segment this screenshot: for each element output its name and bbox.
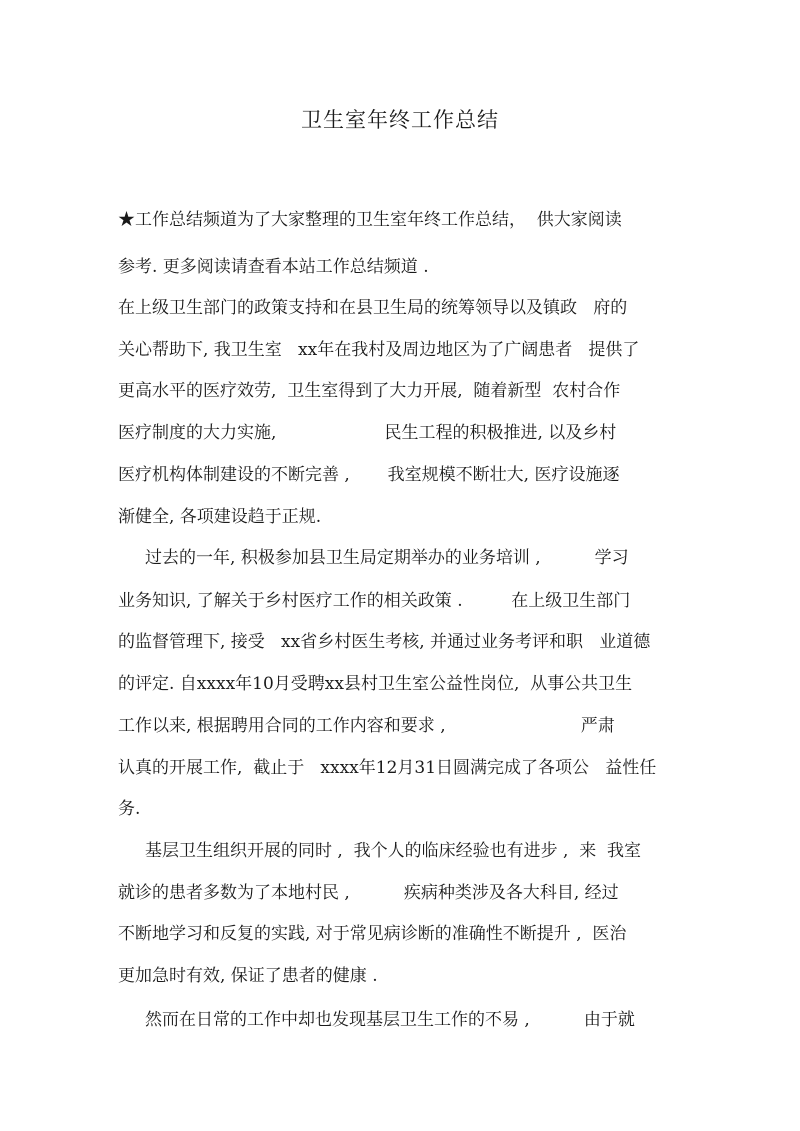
body-line-19: 更加急时有效, 保证了患者的健康 . <box>118 966 378 986</box>
body-line-18: 不断地学习和反复的实践, 对于常见病诊断的准确性不断提升 , 医治 <box>118 924 627 944</box>
body-line-8: 渐健全, 各项建设趋于正规. <box>118 507 322 527</box>
body-line-6: 医疗制度的大力实施, 民生工程的积极推进, 以及乡村 <box>118 423 617 443</box>
body-line-2: 参考. 更多阅读请查看本站工作总结频道 . <box>118 257 429 277</box>
body-line-14: 认真的开展工作, 截止于 xxxx年12月31日圆满完成了各项公 益性任 <box>118 758 657 778</box>
body-line-1: ★工作总结频道为了大家整理的卫生室年终工作总结， 供大家阅读 <box>118 210 622 230</box>
body-line-13: 工作以来, 根据聘用合同的工作内容和要求 , 严肃 <box>118 716 615 736</box>
body-line-9: 过去的一年, 积极参加县卫生局定期举办的业务培训 , 学习 <box>118 548 629 568</box>
body-line-3: 在上级卫生部门的政策支持和在县卫生局的统筹领导以及镇政 府的 <box>118 298 628 318</box>
body-line-10: 业务知识, 了解关于乡村医疗工作的相关政策 . 在上级卫生部门 <box>118 591 631 611</box>
body-line-12: 的评定. 自xxxx年10月受聘xx县村卫生室公益性岗位, 从事公共卫生 <box>118 674 633 694</box>
body-line-5: 更高水平的医疗效劳, 卫生室得到了大力开展, 随着新型 农村合作 <box>118 381 621 401</box>
body-line-20: 然而在日常的工作中却也发现基层卫生工作的不易 , 由于就 <box>118 1010 635 1030</box>
document-title: 卫生室年终工作总结 <box>301 108 499 132</box>
body-line-4: 关心帮助下, 我卫生室 xx年在我村及周边地区为了广阔患者 提供了 <box>118 340 640 360</box>
body-line-7: 医疗机构体制建设的不断完善 , 我室规模不断壮大, 医疗设施逐 <box>118 465 620 485</box>
body-line-17: 就诊的患者多数为了本地村民 , 疾病种类涉及各大科目, 经过 <box>118 883 619 903</box>
body-line-15: 务. <box>118 799 141 819</box>
body-line-11: 的监督管理下, 接受 xx省乡村医生考核, 并通过业务考评和职 业道德 <box>118 632 651 652</box>
body-line-16: 基层卫生组织开展的同时 , 我个人的临床经验也有进步 , 来 我室 <box>118 841 642 861</box>
